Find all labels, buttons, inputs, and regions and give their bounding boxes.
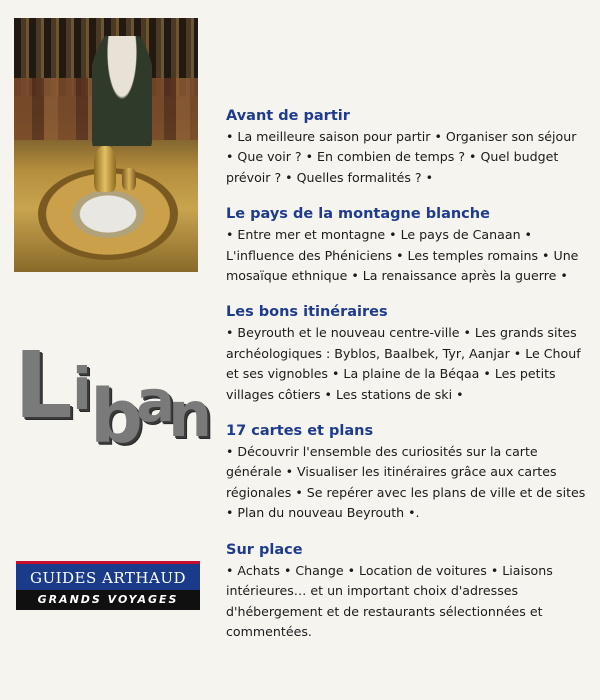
section-body: • Beyrouth et le nouveau centre-ville • Les grands sites archéologiques : Byblos, Baalbek, Tyr, Aanjar • Le Chouf et ses vignobles • La plaine de la Béqaa • Les petits villages côtiers • Les stations de ski • <box>226 325 581 402</box>
section-body: • Entre mer et montagne • Le pays de Canaan • L'influence des Phéniciens • Les temples romains • Une mosaïque ethnique • La renaissance après la guerre • <box>226 227 579 284</box>
section-bons-itineraires <box>226 304 586 405</box>
title-letter: b <box>90 374 143 460</box>
photo-coffee-pot <box>94 146 116 192</box>
photo-cup <box>122 168 136 190</box>
cover-photo <box>14 18 198 272</box>
section-cartes-et-plans <box>226 423 586 524</box>
contents-list <box>226 108 586 642</box>
section-avant-de-partir <box>226 108 586 188</box>
title-letter: n <box>168 378 213 451</box>
section-body: • La meilleure saison pour partir • Organiser son séjour • Que voir ? • En combien de temps ? • Quel budget prévoir ? • Quelles formalités ? • <box>226 129 577 185</box>
book-title <box>8 332 213 460</box>
collection-name: GRANDS VOYAGES <box>16 590 200 610</box>
section-heading: Le pays de la montagne blanche <box>226 206 490 223</box>
section-body: • Achats • Change • Location de voitures • Liaisons intérieures… et un important choix d'adresses d'hébergement et de restaurants sélectionnées et commentées. <box>226 562 553 639</box>
section-sur-place <box>226 542 586 643</box>
section-heading: 17 cartes et plans <box>226 423 374 440</box>
title-letter: L <box>14 332 73 439</box>
section-heading: Avant de partir <box>226 108 350 124</box>
section-heading: Sur place <box>226 541 303 558</box>
section-pays-montagne-blanche <box>226 206 586 286</box>
publisher-logo <box>16 561 200 610</box>
publisher-name: GUIDES ARTHAUD <box>16 561 200 590</box>
photo-seated-man <box>92 36 152 146</box>
section-body: • Découvrir l'ensemble des curiosités sur la carte générale • Visualiser les itinéraires grâce aux cartes régionales • Se repérer avec les plans de ville et de sites • Plan du nouveau Beyrouth •. <box>226 444 586 521</box>
title-letter: i <box>72 355 92 423</box>
title-letter: a <box>136 367 176 435</box>
section-heading: Les bons itinéraires <box>226 304 388 321</box>
